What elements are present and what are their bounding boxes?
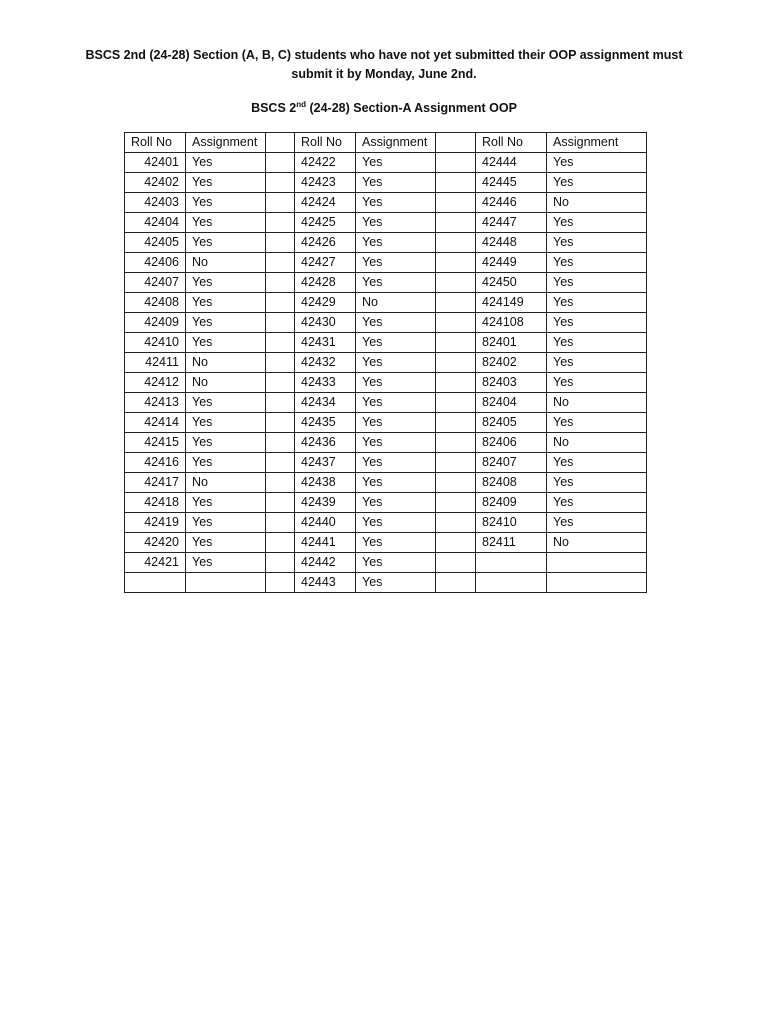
assignment-status-cell xyxy=(547,573,647,593)
roll-no-cell: 42446 xyxy=(476,193,547,213)
table-row xyxy=(125,193,647,213)
assignment-status-cell: Yes xyxy=(356,273,436,293)
assignment-status-cell: Yes xyxy=(186,313,266,333)
roll-no-cell: 42403 xyxy=(125,193,186,213)
roll-no-cell: 42406 xyxy=(125,253,186,273)
roll-no-cell: 42401 xyxy=(125,153,186,173)
table-row xyxy=(125,373,647,393)
column-gap xyxy=(266,233,295,253)
roll-no-cell: 42440 xyxy=(295,513,356,533)
roll-no-cell: 42422 xyxy=(295,153,356,173)
table-title xyxy=(60,99,708,117)
column-gap xyxy=(266,273,295,293)
roll-no-cell: 82403 xyxy=(476,373,547,393)
assignment-status-cell: Yes xyxy=(356,153,436,173)
assignment-status-cell: Yes xyxy=(547,293,647,313)
column-gap xyxy=(436,453,476,473)
column-gap xyxy=(436,513,476,533)
column-gap xyxy=(266,133,295,153)
roll-no-cell: 42431 xyxy=(295,333,356,353)
assignment-status-cell: Yes xyxy=(356,453,436,473)
column-gap xyxy=(266,393,295,413)
table-title-suffix: (24-28) Section-A Assignment OOP xyxy=(306,101,517,115)
assignment-status-cell: Yes xyxy=(186,533,266,553)
column-gap xyxy=(266,173,295,193)
assignment-status-cell: Yes xyxy=(356,433,436,453)
column-gap xyxy=(436,253,476,273)
roll-no-cell: 42443 xyxy=(295,573,356,593)
assignment-status-cell: Yes xyxy=(547,273,647,293)
assignment-status-cell: Yes xyxy=(356,573,436,593)
roll-no-cell: 42419 xyxy=(125,513,186,533)
roll-no-cell: 42408 xyxy=(125,293,186,313)
column-gap xyxy=(266,453,295,473)
assignment-status-cell: Yes xyxy=(547,313,647,333)
assignment-status-cell: Yes xyxy=(547,333,647,353)
column-gap xyxy=(266,493,295,513)
roll-no-cell: 42430 xyxy=(295,313,356,333)
roll-no-cell: 42412 xyxy=(125,373,186,393)
roll-no-cell: 82408 xyxy=(476,473,547,493)
assignment-status-cell xyxy=(186,573,266,593)
table-row xyxy=(125,153,647,173)
column-gap xyxy=(436,573,476,593)
roll-no-cell: 42420 xyxy=(125,533,186,553)
roll-no-cell: 42423 xyxy=(295,173,356,193)
assignment-status-cell: Yes xyxy=(356,373,436,393)
table-row xyxy=(125,273,647,293)
column-gap xyxy=(266,413,295,433)
roll-no-cell: 42407 xyxy=(125,273,186,293)
submission-notice xyxy=(60,46,708,84)
assignment-status-cell: Yes xyxy=(356,513,436,533)
roll-no-cell: 42429 xyxy=(295,293,356,313)
roll-no-cell: 42450 xyxy=(476,273,547,293)
roll-no-cell: 424149 xyxy=(476,293,547,313)
column-gap xyxy=(436,393,476,413)
roll-no-cell: 42413 xyxy=(125,393,186,413)
assignment-status-cell: Yes xyxy=(547,153,647,173)
assignment-header: Assignment xyxy=(356,133,436,153)
assignment-status-cell: Yes xyxy=(356,473,436,493)
assignment-status-cell: Yes xyxy=(186,433,266,453)
roll-no-cell: 42435 xyxy=(295,413,356,433)
assignment-status-cell: Yes xyxy=(186,173,266,193)
column-gap xyxy=(266,213,295,233)
column-gap xyxy=(266,533,295,553)
column-gap xyxy=(266,473,295,493)
column-gap xyxy=(436,173,476,193)
table-row xyxy=(125,573,647,593)
assignment-status-cell: Yes xyxy=(547,173,647,193)
assignment-status-cell: Yes xyxy=(186,213,266,233)
assignment-status-cell: Yes xyxy=(186,293,266,313)
roll-no-cell: 42442 xyxy=(295,553,356,573)
assignment-roster-table xyxy=(124,132,647,593)
assignment-status-cell: Yes xyxy=(186,453,266,473)
column-gap xyxy=(436,473,476,493)
table-row xyxy=(125,553,647,573)
roll-no-cell: 42436 xyxy=(295,433,356,453)
roll-no-cell: 42425 xyxy=(295,213,356,233)
roll-no-cell: 42404 xyxy=(125,213,186,233)
assignment-status-cell: Yes xyxy=(186,273,266,293)
assignment-status-cell: Yes xyxy=(356,353,436,373)
roll-no-cell: 42434 xyxy=(295,393,356,413)
assignment-status-cell: Yes xyxy=(186,493,266,513)
table-row xyxy=(125,393,647,413)
roll-no-cell: 42428 xyxy=(295,273,356,293)
roll-no-cell: 42448 xyxy=(476,233,547,253)
assignment-status-cell: No xyxy=(186,473,266,493)
assignment-status-cell: Yes xyxy=(186,413,266,433)
roll-no-cell: 82404 xyxy=(476,393,547,413)
assignment-status-cell: No xyxy=(186,373,266,393)
column-gap xyxy=(266,573,295,593)
roll-no-cell: 42447 xyxy=(476,213,547,233)
assignment-status-cell: Yes xyxy=(186,393,266,413)
roll-no-cell: 42433 xyxy=(295,373,356,393)
roll-no-header: Roll No xyxy=(125,133,186,153)
column-gap xyxy=(436,353,476,373)
assignment-status-cell: Yes xyxy=(186,553,266,573)
column-gap xyxy=(436,213,476,233)
assignment-status-cell: No xyxy=(547,393,647,413)
roll-no-cell: 42402 xyxy=(125,173,186,193)
roll-no-cell: 42415 xyxy=(125,433,186,453)
assignment-status-cell: Yes xyxy=(356,533,436,553)
column-gap xyxy=(266,153,295,173)
column-gap xyxy=(436,293,476,313)
roll-no-cell: 42427 xyxy=(295,253,356,273)
assignment-status-cell: Yes xyxy=(356,193,436,213)
roll-no-cell: 42445 xyxy=(476,173,547,193)
column-gap xyxy=(436,133,476,153)
column-gap xyxy=(266,253,295,273)
roll-no-cell: 42411 xyxy=(125,353,186,373)
roll-no-cell: 42432 xyxy=(295,353,356,373)
assignment-status-cell: Yes xyxy=(547,213,647,233)
assignment-status-cell: Yes xyxy=(356,553,436,573)
roll-no-cell: 42416 xyxy=(125,453,186,473)
roll-no-cell: 82409 xyxy=(476,493,547,513)
table-row xyxy=(125,433,647,453)
column-gap xyxy=(436,413,476,433)
column-gap xyxy=(436,153,476,173)
roll-no-header: Roll No xyxy=(476,133,547,153)
table-row xyxy=(125,353,647,373)
roll-no-cell: 42439 xyxy=(295,493,356,513)
assignment-status-cell: Yes xyxy=(547,453,647,473)
roll-no-cell: 82405 xyxy=(476,413,547,433)
roll-no-cell: 82406 xyxy=(476,433,547,453)
assignment-status-cell: Yes xyxy=(356,213,436,233)
assignment-status-cell: Yes xyxy=(547,493,647,513)
assignment-status-cell: Yes xyxy=(356,253,436,273)
table-row xyxy=(125,233,647,253)
roll-no-cell: 42449 xyxy=(476,253,547,273)
roll-no-cell: 42414 xyxy=(125,413,186,433)
assignment-status-cell: No xyxy=(186,353,266,373)
table-header-row xyxy=(125,133,647,153)
assignment-status-cell: Yes xyxy=(186,233,266,253)
assignment-status-cell: No xyxy=(356,293,436,313)
assignment-status-cell: Yes xyxy=(547,513,647,533)
column-gap xyxy=(436,553,476,573)
assignment-status-cell: No xyxy=(547,193,647,213)
column-gap xyxy=(266,353,295,373)
table-row xyxy=(125,313,647,333)
table-row xyxy=(125,213,647,233)
column-gap xyxy=(266,513,295,533)
roll-no-cell xyxy=(125,573,186,593)
assignment-status-cell: Yes xyxy=(356,413,436,433)
column-gap xyxy=(266,193,295,213)
roll-no-cell xyxy=(476,573,547,593)
assignment-status-cell: Yes xyxy=(547,253,647,273)
assignment-status-cell: Yes xyxy=(356,173,436,193)
assignment-status-cell: Yes xyxy=(547,373,647,393)
column-gap xyxy=(266,313,295,333)
notice-line-2: submit it by Monday, June 2nd. xyxy=(291,67,477,81)
roll-no-cell: 42444 xyxy=(476,153,547,173)
roll-no-cell: 82410 xyxy=(476,513,547,533)
roll-no-cell: 42410 xyxy=(125,333,186,353)
assignment-status-cell: Yes xyxy=(186,153,266,173)
table-row xyxy=(125,253,647,273)
roll-no-cell: 82401 xyxy=(476,333,547,353)
assignment-status-cell: Yes xyxy=(186,333,266,353)
roll-no-cell: 42426 xyxy=(295,233,356,253)
roll-no-header: Roll No xyxy=(295,133,356,153)
column-gap xyxy=(436,533,476,553)
roll-no-cell: 42438 xyxy=(295,473,356,493)
roll-no-cell: 42441 xyxy=(295,533,356,553)
roll-no-cell: 42405 xyxy=(125,233,186,253)
table-row xyxy=(125,473,647,493)
column-gap xyxy=(436,433,476,453)
roll-no-cell: 42437 xyxy=(295,453,356,473)
assignment-status-cell: Yes xyxy=(547,233,647,253)
column-gap xyxy=(436,333,476,353)
column-gap xyxy=(436,233,476,253)
roll-no-cell: 42409 xyxy=(125,313,186,333)
roll-no-cell: 42417 xyxy=(125,473,186,493)
column-gap xyxy=(436,373,476,393)
roll-no-cell: 82407 xyxy=(476,453,547,473)
column-gap xyxy=(436,273,476,293)
assignment-status-cell: Yes xyxy=(186,513,266,533)
column-gap xyxy=(266,433,295,453)
column-gap xyxy=(436,193,476,213)
column-gap xyxy=(436,313,476,333)
column-gap xyxy=(436,493,476,513)
roll-no-cell: 42424 xyxy=(295,193,356,213)
notice-line-1: BSCS 2nd (24-28) Section (A, B, C) students who have not yet submitted their OOP assignment must xyxy=(85,48,683,62)
table-row xyxy=(125,453,647,473)
roll-no-cell: 42421 xyxy=(125,553,186,573)
table-row xyxy=(125,493,647,513)
roll-no-cell: 82411 xyxy=(476,533,547,553)
roll-no-cell: 82402 xyxy=(476,353,547,373)
roll-no-cell xyxy=(476,553,547,573)
column-gap xyxy=(266,333,295,353)
table-row xyxy=(125,333,647,353)
assignment-status-cell xyxy=(547,553,647,573)
assignment-header: Assignment xyxy=(547,133,647,153)
roll-no-cell: 42418 xyxy=(125,493,186,513)
assignment-status-cell: Yes xyxy=(356,393,436,413)
column-gap xyxy=(266,293,295,313)
assignment-status-cell: Yes xyxy=(547,353,647,373)
assignment-status-cell: Yes xyxy=(356,493,436,513)
table-title-prefix: BSCS 2 xyxy=(251,101,297,115)
assignment-status-cell: Yes xyxy=(547,413,647,433)
table-row xyxy=(125,413,647,433)
assignment-status-cell: Yes xyxy=(356,313,436,333)
table-row xyxy=(125,513,647,533)
table-row xyxy=(125,293,647,313)
assignment-header: Assignment xyxy=(186,133,266,153)
table-row xyxy=(125,533,647,553)
column-gap xyxy=(266,373,295,393)
assignment-status-cell: Yes xyxy=(356,333,436,353)
assignment-status-cell: No xyxy=(547,433,647,453)
table-title-superscript: nd xyxy=(296,100,306,109)
roll-no-cell: 424108 xyxy=(476,313,547,333)
assignment-status-cell: No xyxy=(547,533,647,553)
assignment-status-cell: Yes xyxy=(356,233,436,253)
assignment-status-cell: No xyxy=(186,253,266,273)
table-row xyxy=(125,173,647,193)
column-gap xyxy=(266,553,295,573)
assignment-status-cell: Yes xyxy=(186,193,266,213)
assignment-status-cell: Yes xyxy=(547,473,647,493)
